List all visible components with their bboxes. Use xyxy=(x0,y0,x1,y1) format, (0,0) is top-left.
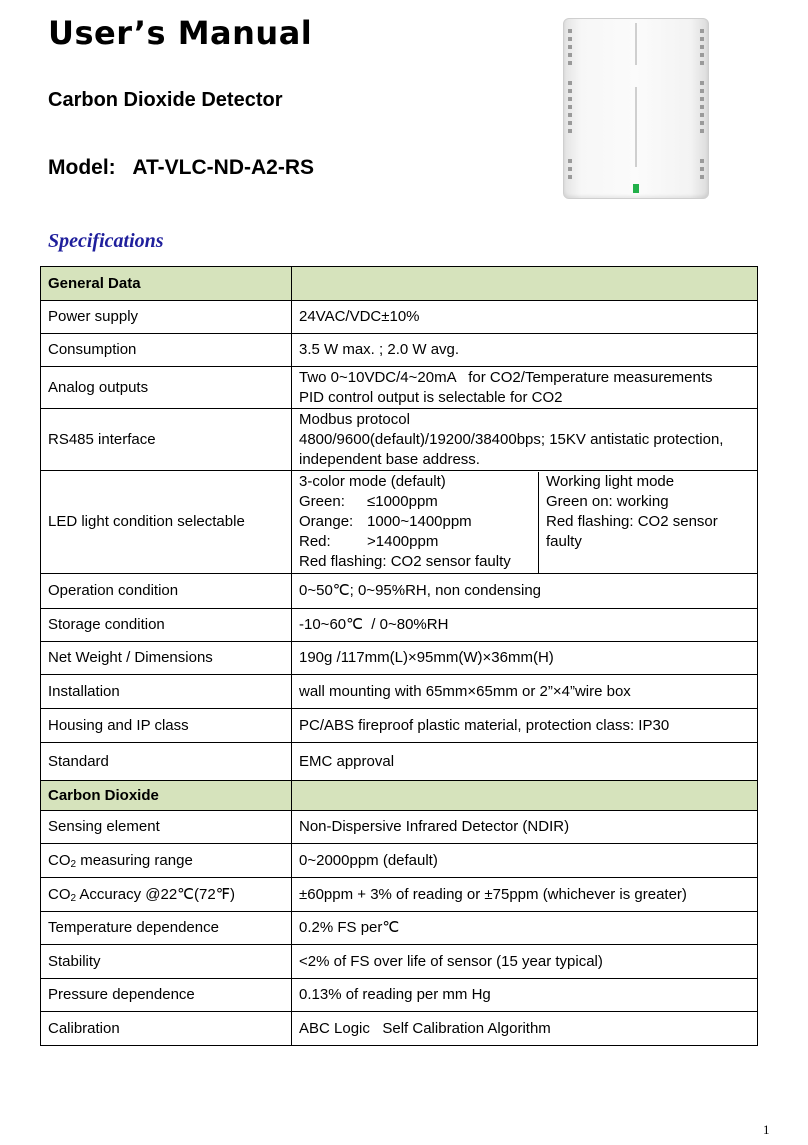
table-row xyxy=(41,471,758,574)
spec-value: Modbus protocol 4800/9600(default)/19200/38400bps; 15KV antistatic protection, independent base address. xyxy=(292,409,758,471)
table-row xyxy=(41,409,758,471)
spec-label: Pressure dependence xyxy=(41,979,292,1012)
product-image xyxy=(563,18,709,199)
spec-value xyxy=(292,471,758,574)
table-row xyxy=(41,979,758,1012)
model-line xyxy=(48,156,314,180)
spec-label: Consumption xyxy=(41,334,292,367)
table-row xyxy=(41,642,758,675)
table-row xyxy=(41,334,758,367)
spec-label: Calibration xyxy=(41,1012,292,1046)
spec-label: Temperature dependence xyxy=(41,912,292,945)
spec-value: Non-Dispersive Infrared Detector (NDIR) xyxy=(292,811,758,844)
specifications-table xyxy=(40,266,758,1046)
spec-value: ABC Logic Self Calibration Algorithm xyxy=(292,1012,758,1046)
section-title: Carbon Dioxide xyxy=(41,781,292,811)
spec-value: 190g /117mm(L)×95mm(W)×36mm(H) xyxy=(292,642,758,675)
status-led-icon xyxy=(633,184,639,193)
spec-value: wall mounting with 65mm×65mm or 2”×4”wire box xyxy=(292,675,758,709)
spec-label: LED light condition selectable xyxy=(41,471,292,574)
spec-label: Net Weight / Dimensions xyxy=(41,642,292,675)
model-value: AT-VLC-ND-A2-RS xyxy=(132,156,314,179)
spec-label: Installation xyxy=(41,675,292,709)
spec-value: 0.13% of reading per mm Hg xyxy=(292,979,758,1012)
table-row xyxy=(41,301,758,334)
spec-label: Housing and IP class xyxy=(41,709,292,743)
spec-value: <2% of FS over life of sensor (15 year typical) xyxy=(292,945,758,979)
spec-value: 3.5 W max. ; 2.0 W avg. xyxy=(292,334,758,367)
spec-label: Standard xyxy=(41,743,292,781)
page-number: 1 xyxy=(763,1122,770,1137)
section-title: General Data xyxy=(41,267,292,301)
specifications-heading: Specifications xyxy=(48,230,164,252)
spec-value: 0~50℃; 0~95%RH, non condensing xyxy=(292,574,758,609)
model-label: Model: xyxy=(48,156,116,179)
spec-value: 24VAC/VDC±10% xyxy=(292,301,758,334)
section-row-carbon-dioxide xyxy=(41,781,758,811)
spec-label: Operation condition xyxy=(41,574,292,609)
spec-value: 0.2% FS per℃ xyxy=(292,912,758,945)
spec-label: $CO_2$ Accuracy @22℃(72℉) xyxy=(41,878,292,912)
spec-value: -10~60℃ / 0~80%RH xyxy=(292,609,758,642)
led-mode-working-light: Working light mode Green on: working Red flashing: CO2 sensor faulty xyxy=(546,472,718,550)
table-row xyxy=(41,912,758,945)
table-row xyxy=(41,574,758,609)
spec-value: EMC approval xyxy=(292,743,758,781)
table-row xyxy=(41,675,758,709)
table-row xyxy=(41,743,758,781)
table-row xyxy=(41,1012,758,1046)
spec-value: PC/ABS fireproof plastic material, protection class: IP30 xyxy=(292,709,758,743)
table-row xyxy=(41,844,758,878)
table-row xyxy=(41,811,758,844)
spec-label: $CO_2$ measuring range xyxy=(41,844,292,878)
table-row xyxy=(41,367,758,409)
table-row xyxy=(41,878,758,912)
spec-label: RS485 interface xyxy=(41,409,292,471)
table-row xyxy=(41,945,758,979)
table-row xyxy=(41,609,758,642)
spec-label: Stability xyxy=(41,945,292,979)
spec-label: Analog outputs xyxy=(41,367,292,409)
spec-label: Sensing element xyxy=(41,811,292,844)
product-subtitle: Carbon Dioxide Detector xyxy=(48,89,283,111)
led-mode-3-color: 3-color mode (default) Green: ≤1000ppm Orange: 1000~1400ppm Red: >1400ppm Red flashing: CO2 sensor faulty xyxy=(292,472,539,573)
spec-label: Power supply xyxy=(41,301,292,334)
spec-value: ±60ppm + 3% of reading or ±75ppm (whichever is greater) xyxy=(292,878,758,912)
spec-value: 0~2000ppm (default) xyxy=(292,844,758,878)
spec-value: Two 0~10VDC/4~20mA for CO2/Temperature measurements PID control output is selectable for CO2 xyxy=(292,367,758,409)
spec-label: Storage condition xyxy=(41,609,292,642)
document-title: User’s Manual xyxy=(48,14,313,52)
section-row-general xyxy=(41,267,758,301)
table-row xyxy=(41,709,758,743)
